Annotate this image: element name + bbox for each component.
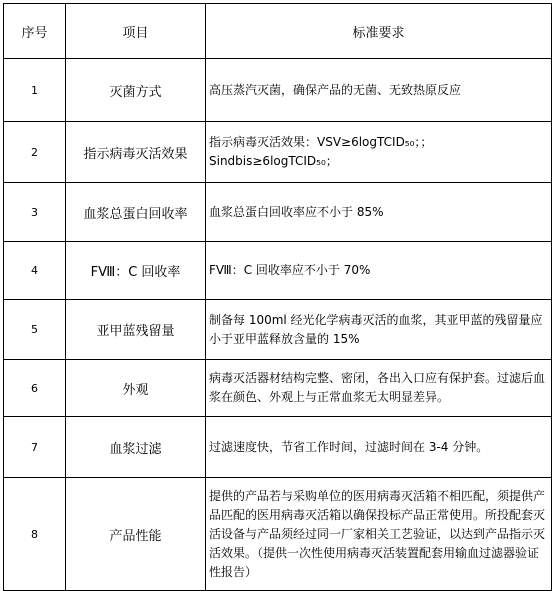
header-item: 项目 (66, 4, 206, 59)
row-requirement: 病毒灭活器材结构完整、密闭，各出入口应有保护套。过滤后血浆在颜色、外观上与正常血浆无太明显差异。 (206, 360, 552, 417)
requirements-table (3, 3, 552, 591)
row-number: 6 (4, 360, 66, 417)
row-requirement: 制备每 100ml 经光化学病毒灭活的血浆，其亚甲蓝的残留量应小于亚甲蓝释放含量的 15% (206, 300, 552, 360)
row-requirement: 指示病毒灭活效果：VSV≥6logTCID₅₀；；Sindbis≥6logTCID₅₀； (206, 122, 552, 183)
row-item: 亚甲蓝残留量 (66, 300, 206, 360)
row-item: 灭菌方式 (66, 59, 206, 122)
row-number: 5 (4, 300, 66, 360)
row-requirement: 血浆总蛋白回收率应不小于 85% (206, 183, 552, 242)
row-item: 血浆总蛋白回收率 (66, 183, 206, 242)
header-row (4, 4, 552, 59)
row-requirement: 提供的产品若与采购单位的医用病毒灭活箱不相匹配，须提供产品匹配的医用病毒灭活箱以确保投标产品正常使用。所投配套灭活设备与产品须经过同一厂家相关工艺验证，以达到产品指示灭活效果。（提供一次性使用病毒灭活装置配套用输血过滤器验证性报告） (206, 478, 552, 591)
table-row (4, 59, 552, 122)
row-number: 4 (4, 242, 66, 300)
table-row (4, 183, 552, 242)
row-requirement: 过滤速度快，节省工作时间，过滤时间在 3-4 分钟。 (206, 417, 552, 478)
table-row (4, 360, 552, 417)
row-number: 3 (4, 183, 66, 242)
table-row (4, 417, 552, 478)
row-item: 指示病毒灭活效果 (66, 122, 206, 183)
table-row (4, 122, 552, 183)
row-number: 8 (4, 478, 66, 591)
row-item: 血浆过滤 (66, 417, 206, 478)
row-item: 产品性能 (66, 478, 206, 591)
header-no: 序号 (4, 4, 66, 59)
row-number: 2 (4, 122, 66, 183)
header-requirement: 标准要求 (206, 4, 552, 59)
row-item: FⅧ：C 回收率 (66, 242, 206, 300)
table-row (4, 242, 552, 300)
table-row (4, 300, 552, 360)
row-requirement: 高压蒸汽灭菌，确保产品的无菌、无致热原反应 (206, 59, 552, 122)
table-row (4, 478, 552, 591)
row-number: 1 (4, 59, 66, 122)
row-item: 外观 (66, 360, 206, 417)
row-number: 7 (4, 417, 66, 478)
row-requirement: FⅧ：C 回收率应不小于 70% (206, 242, 552, 300)
